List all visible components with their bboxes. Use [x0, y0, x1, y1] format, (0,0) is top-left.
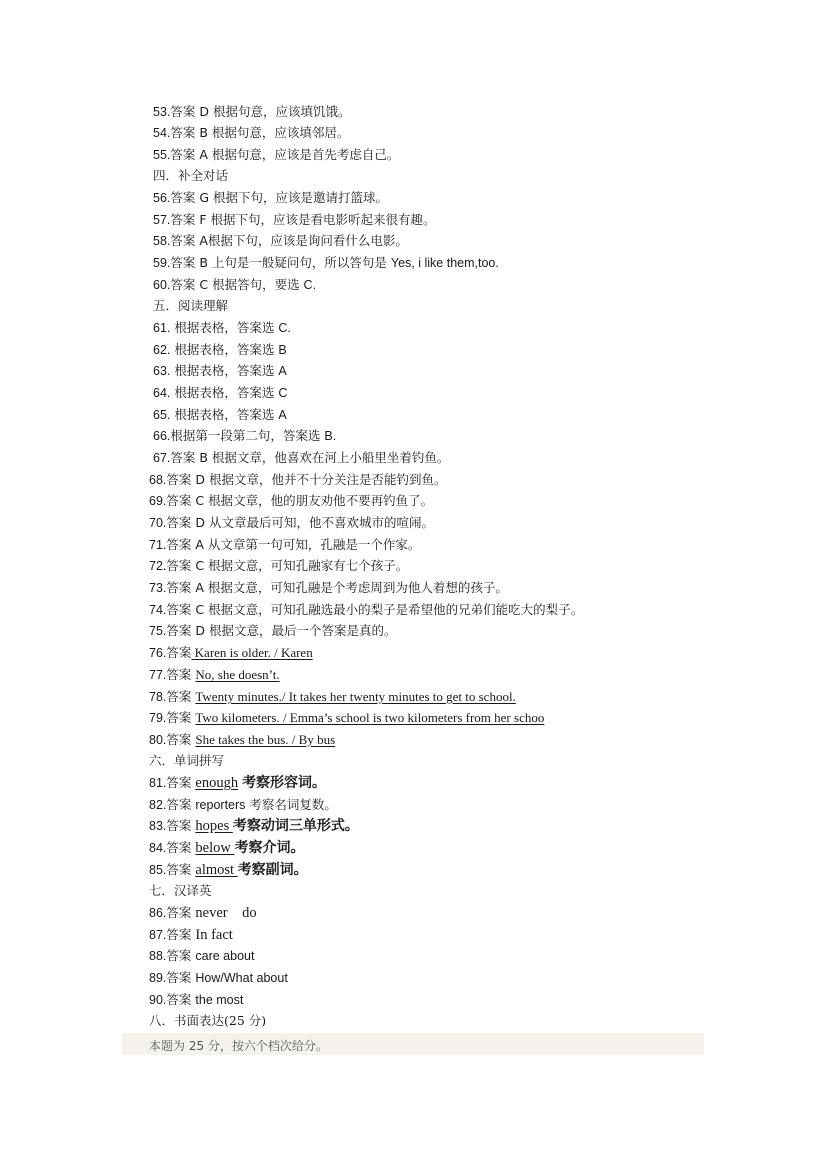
answer-line-85 [149, 862, 308, 878]
answer-label: 答案 [166, 970, 192, 985]
item-number: 56. [153, 191, 171, 205]
answer-line-80 [149, 732, 335, 748]
item-number: 77. [149, 668, 167, 682]
item-number: 67. [153, 451, 171, 465]
english-answer: almost [195, 862, 238, 878]
explanation: 考察名词复数。 [249, 797, 337, 812]
answer-line-82 [149, 797, 337, 813]
answer-line-86 [149, 905, 257, 921]
item-number: 88. [149, 949, 167, 963]
item-number: 68. [149, 473, 167, 487]
answer-line-55 [153, 147, 399, 163]
item-number: 90. [149, 993, 167, 1007]
answer-line-62 [153, 342, 287, 358]
section-heading-8: 八．书面表达(25 分) [149, 1013, 267, 1028]
item-number: 65. [153, 408, 171, 422]
answer-line-75 [149, 623, 396, 639]
answer-line-60 [153, 277, 316, 293]
english-answer: She takes the bus. / By bus [195, 732, 336, 747]
english-answer: B. [324, 429, 337, 443]
answer-line-79 [149, 710, 544, 726]
answer-label: 答案 B [170, 255, 208, 270]
answer-line-63 [153, 363, 287, 379]
answer-line-83 [149, 818, 359, 834]
answer-label: 答案 [166, 840, 192, 855]
item-number: 55. [153, 148, 171, 162]
answer-label: 答案 C [170, 277, 209, 292]
answer-label: 答案 [166, 645, 192, 660]
answer-line-73 [149, 580, 508, 596]
explanation: 根据第一段第二句，答案选 [170, 428, 325, 443]
answer-label: 答案 F [170, 212, 207, 227]
answer-line-71 [149, 537, 420, 553]
item-number: 70. [149, 516, 167, 530]
explanation: 上句是一般疑问句，所以答句是 [207, 255, 391, 270]
answer-line-57 [153, 212, 436, 228]
answer-line-87 [149, 927, 233, 943]
answer-line-88 [149, 948, 254, 964]
item-number: 83. [149, 819, 167, 833]
item-number: 73. [149, 581, 167, 595]
item-number: 76. [149, 646, 167, 660]
english-answer: enough [195, 775, 239, 791]
answer-line-56 [153, 190, 388, 206]
explanation: 考察副词。 [237, 862, 308, 878]
item-number: 87. [149, 928, 167, 942]
answer-line-58 [153, 233, 408, 249]
answer-label: 答案 D [170, 104, 209, 119]
item-number: 85. [149, 863, 167, 877]
english-answer: hopes [195, 818, 233, 834]
answer-label: 答案 G [170, 190, 210, 205]
english-answer: C. [303, 278, 317, 292]
explanation: 根据文意，最后一个答案是真的。 [205, 623, 397, 638]
english-answer: care about [195, 949, 255, 963]
item-number: 58. [153, 234, 171, 248]
section-heading-7: 七．汉译英 [149, 883, 212, 898]
explanation: 根据表格，答案选 [170, 342, 279, 357]
item-number: 79. [149, 711, 167, 725]
item-number: 89. [149, 971, 167, 985]
answer-line-77 [149, 667, 280, 683]
answer-line-90 [149, 992, 243, 1008]
answer-label: 答案 D [166, 623, 205, 638]
item-number: 62. [153, 343, 171, 357]
answer-line-78 [149, 689, 516, 705]
explanation: 考察动词三单形式。 [232, 818, 359, 834]
english-answer: Twenty minutes./ It takes her twenty minutes to get to school. [195, 689, 516, 704]
item-number: 61. [153, 321, 171, 335]
answer-label: 答案 B [170, 125, 208, 140]
item-number: 81. [149, 776, 167, 790]
explanation: 根据句意，应该填饥饿。 [209, 104, 351, 119]
item-number: 78. [149, 690, 167, 704]
english-answer: No, she doesn’t. [195, 667, 280, 682]
item-number: 71. [149, 538, 167, 552]
explanation: 根据表格，答案选 [170, 407, 279, 422]
explanation: 从文章第一句可知，孔融是一个作家。 [203, 537, 421, 552]
answer-line-65 [153, 407, 287, 423]
answer-line-81 [149, 775, 326, 791]
grading-note: 本题为 25 分，按六个档次给分。 [149, 1039, 328, 1053]
answer-label: 答案 C [166, 493, 205, 508]
answer-line-53 [153, 104, 350, 120]
english-answer: C. [278, 321, 291, 335]
answer-label: 答案 D [166, 472, 205, 487]
item-number: 54. [153, 126, 171, 140]
explanation: 根据文章，他并不十分关注是否能钓到鱼。 [205, 472, 447, 487]
explanation: 根据下句，应该是看电影听起来很有趣。 [206, 212, 436, 227]
answer-label: 答案 [166, 667, 192, 682]
english-answer: A [278, 364, 287, 378]
answer-label: 答案 [166, 927, 192, 942]
answer-line-76 [149, 645, 313, 661]
explanation: 根据答句，要选 [208, 277, 304, 292]
item-number: 86. [149, 906, 167, 920]
english-answer: Yes, i like them,too. [390, 256, 499, 270]
item-number: 75. [149, 624, 167, 638]
item-number: 80. [149, 733, 167, 747]
section-heading-4: 四．补全对话 [153, 168, 229, 183]
answer-line-67 [153, 450, 449, 466]
explanation: 根据句意，应该是首先考虑自己。 [207, 147, 400, 162]
english-answer: Two kilometers. / Emma’s school is two kilometers from her schoo [195, 710, 545, 725]
answer-line-54 [153, 125, 349, 141]
explanation: 根据下句，应该是邀请打篮球。 [209, 190, 389, 205]
answer-line-69 [149, 493, 433, 509]
answer-label: 答案 C [166, 558, 205, 573]
item-number: 63. [153, 364, 171, 378]
english-answer: never do [195, 905, 257, 921]
explanation: 根据文意，可知孔融选最小的梨子是希望他的兄弟们能吃大的梨子。 [204, 602, 584, 617]
answer-label: 答案 [166, 689, 192, 704]
answer-label: 答案 [166, 905, 192, 920]
answer-label: 答案 [166, 797, 192, 812]
section-heading-5: 五．阅读理解 [153, 298, 229, 313]
english-answer: C [278, 386, 288, 400]
explanation: 根据表格，答案选 [170, 385, 279, 400]
explanation: 根据文章，他喜欢在河上小船里坐着钓鱼。 [207, 450, 450, 465]
explanation: 根据表格，答案选 [170, 363, 279, 378]
item-number: 60. [153, 278, 171, 292]
item-number: 74. [149, 603, 167, 617]
answer-label: 答案 [166, 862, 192, 877]
item-number: 53. [153, 105, 171, 119]
english-answer: B [278, 343, 287, 357]
explanation: 根据文意，可知孔融家有七个孩子。 [204, 558, 409, 573]
item-number: 82. [149, 798, 167, 812]
item-number: 59. [153, 256, 171, 270]
answer-label: 答案 A [170, 233, 208, 248]
explanation: 考察形容词。 [242, 775, 327, 791]
explanation: 根据文意，可知孔融是个考虑周到为他人着想的孩子。 [203, 580, 508, 595]
answer-label: 答案 A [166, 537, 204, 552]
answer-line-74 [149, 602, 583, 618]
item-number: 72. [149, 559, 167, 573]
answer-line-84 [149, 840, 304, 856]
explanation: 根据下句，应该是询问看什么电影。 [207, 233, 408, 248]
english-answer: In fact [195, 927, 233, 943]
english-answer: below [195, 840, 235, 856]
english-answer: How/What about [195, 971, 288, 985]
answer-label: 答案 [166, 948, 192, 963]
english-answer: A [278, 408, 287, 422]
explanation: 根据句意，应该填邻居。 [207, 125, 350, 140]
english-answer: the most [195, 993, 244, 1007]
section-heading-6: 六．单词拼写 [149, 753, 225, 768]
answer-label: 答案 [166, 818, 192, 833]
answer-label: 答案 C [166, 602, 205, 617]
item-number: 64. [153, 386, 171, 400]
answer-label: 答案 A [170, 147, 208, 162]
answer-line-72 [149, 558, 408, 574]
explanation: 考察介词。 [234, 840, 305, 856]
english-answer: reporters [195, 798, 246, 812]
answer-line-59 [153, 255, 499, 271]
answer-label: 答案 A [166, 580, 204, 595]
answer-line-64 [153, 385, 287, 401]
item-number: 69. [149, 494, 167, 508]
answer-label: 答案 D [166, 515, 205, 530]
english-answer: Karen is older. / Karen [191, 645, 313, 660]
answer-label: 答案 [166, 732, 192, 747]
explanation: 根据表格，答案选 [170, 320, 279, 335]
answer-line-66 [153, 428, 336, 444]
answer-label: 答案 [166, 710, 192, 725]
answer-line-70 [149, 515, 434, 531]
explanation: 从文章最后可知，他不喜欢城市的喧闹。 [205, 515, 434, 530]
answer-line-68 [149, 472, 446, 488]
answer-line-61 [153, 320, 291, 336]
answer-label: 答案 B [170, 450, 208, 465]
item-number: 57. [153, 213, 171, 227]
answer-line-89 [149, 970, 288, 986]
answer-label: 答案 [166, 775, 192, 790]
item-number: 66. [153, 429, 171, 443]
explanation: 根据文章，他的朋友劝他不要再钓鱼了。 [204, 493, 434, 508]
answer-label: 答案 [166, 992, 192, 1007]
item-number: 84. [149, 841, 167, 855]
